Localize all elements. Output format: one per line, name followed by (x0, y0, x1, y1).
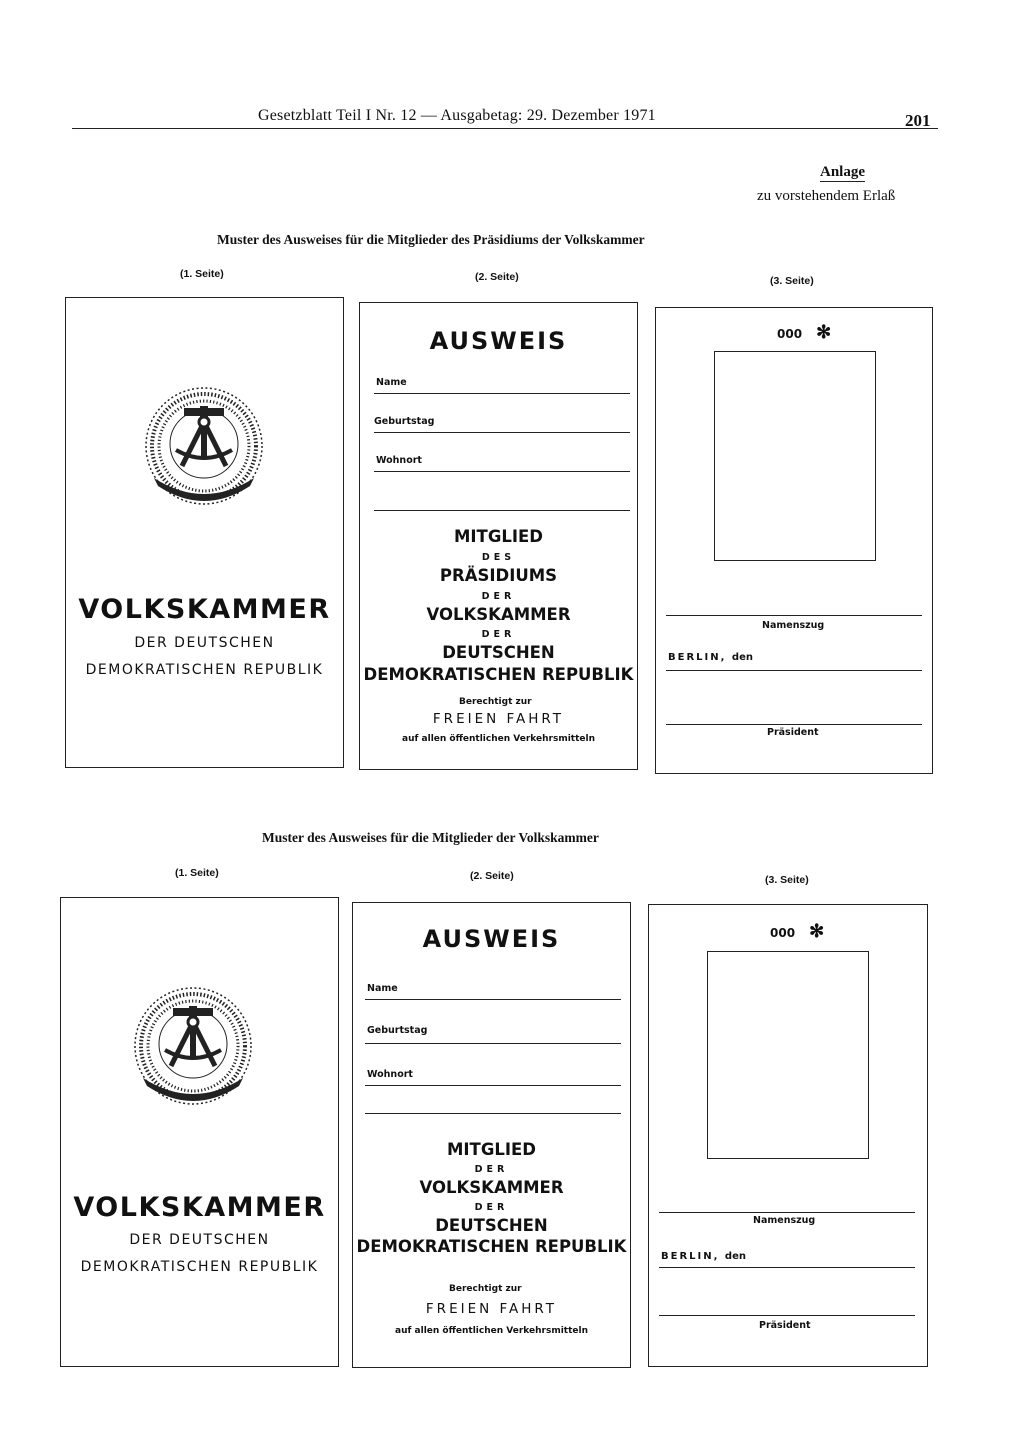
photo-box (714, 351, 876, 561)
card-subtitle: DEMOKRATISCHEN REPUBLIK (80, 1259, 319, 1275)
field-line-residence (365, 1085, 621, 1086)
date-line (666, 670, 922, 671)
signature-label: Namenszug (762, 620, 825, 631)
president-label: Präsident (759, 1320, 811, 1331)
gdr-emblem-icon (129, 984, 257, 1112)
id-card-front (60, 897, 339, 1367)
signature-line (659, 1212, 915, 1213)
id-card-back (655, 307, 933, 774)
field-label-residence: Wohnort (367, 1069, 413, 1080)
field-label-residence: Wohnort (376, 455, 422, 466)
page-label: (1. Seite) (180, 268, 224, 280)
president-line (666, 724, 922, 725)
role-line: DER (481, 629, 516, 640)
role-line: MITGLIED (447, 1140, 536, 1159)
page-label: (3. Seite) (765, 874, 809, 886)
role-line: VOLKSKAMMER (426, 605, 571, 624)
section-title: Muster des Ausweises für die Mitglieder des Präsidiums der Volkskammer (217, 232, 645, 247)
card-title: AUSWEIS (429, 327, 568, 355)
place-date-label (668, 652, 753, 663)
annex-title: Anlage (820, 164, 865, 180)
serial-number (777, 322, 831, 343)
free-travel-label: FREIEN FAHRT (425, 1301, 558, 1317)
serial-value: 000 (770, 926, 796, 940)
field-label-birthday: Geburtstag (367, 1025, 428, 1036)
card-subtitle: DER DEUTSCHEN (134, 635, 275, 651)
berlin-label: BERLIN, (668, 652, 727, 663)
signature-label: Namenszug (753, 1215, 816, 1226)
role-line: DER (481, 591, 516, 602)
photo-box (707, 951, 869, 1159)
star-icon: ✻ (809, 921, 825, 941)
field-line-name (365, 999, 621, 1000)
president-line (659, 1315, 915, 1316)
role-line: DEMOKRATISCHEN REPUBLIK (363, 665, 634, 684)
role-line: PRÄSIDIUMS (439, 566, 558, 585)
signature-line (666, 615, 922, 616)
id-card-inside (359, 302, 638, 770)
date-label: den (731, 652, 753, 663)
section-title: Muster des Ausweises für die Mitglieder der Volkskammer (262, 830, 599, 845)
card-title: VOLKSKAMMER (73, 1192, 326, 1223)
role-line: DER (474, 1202, 509, 1213)
id-card-front (65, 297, 344, 768)
role-line: MITGLIED (454, 527, 543, 546)
page-number: 201 (905, 111, 931, 130)
berlin-label: BERLIN, (661, 1251, 720, 1262)
page-label: (1. Seite) (175, 867, 219, 879)
field-line-birthday (365, 1043, 621, 1044)
card-subtitle: DEMOKRATISCHEN REPUBLIK (85, 662, 324, 678)
page-label: (2. Seite) (470, 870, 514, 882)
role-line: DEMOKRATISCHEN REPUBLIK (356, 1237, 627, 1256)
gdr-emblem-icon (140, 384, 268, 512)
field-label-birthday: Geburtstag (374, 416, 435, 427)
header-rule (72, 128, 938, 129)
id-card-back (648, 904, 928, 1367)
card-title: VOLKSKAMMER (78, 594, 331, 625)
entitled-label: Berechtigt zur (459, 697, 532, 707)
free-travel-label: FREIEN FAHRT (432, 711, 565, 727)
role-line: DEUTSCHEN (442, 643, 555, 662)
field-label-name: Name (367, 983, 398, 994)
role-line: DES (481, 552, 516, 563)
role-line: DEUTSCHEN (435, 1216, 548, 1235)
field-line-extra (365, 1113, 621, 1114)
star-icon: ✻ (816, 322, 832, 342)
header-text: Gesetzblatt Teil I Nr. 12 — Ausgabetag: 29. Dezember 1971 (258, 107, 656, 124)
card-subtitle: DER DEUTSCHEN (129, 1232, 270, 1248)
date-label: den (724, 1251, 746, 1262)
serial-number (770, 921, 824, 942)
annex-subtitle: zu vorstehendem Erlaß (757, 188, 896, 204)
field-line-extra (374, 510, 630, 511)
field-line-name (374, 393, 630, 394)
transport-label: auf allen öffentlichen Verkehrsmitteln (395, 1326, 588, 1336)
id-card-inside (352, 902, 631, 1368)
role-line: DER (474, 1164, 509, 1175)
role-line: VOLKSKAMMER (419, 1178, 564, 1197)
president-label: Präsident (767, 727, 819, 738)
entitled-label: Berechtigt zur (449, 1284, 522, 1294)
serial-value: 000 (777, 327, 803, 341)
page-label: (3. Seite) (770, 275, 814, 287)
transport-label: auf allen öffentlichen Verkehrsmitteln (402, 734, 595, 744)
field-label-name: Name (376, 377, 407, 388)
date-line (659, 1267, 915, 1268)
place-date-label (661, 1251, 746, 1262)
page-label: (2. Seite) (475, 271, 519, 283)
field-line-birthday (374, 432, 630, 433)
field-line-residence (374, 471, 630, 472)
card-title: AUSWEIS (422, 925, 561, 953)
